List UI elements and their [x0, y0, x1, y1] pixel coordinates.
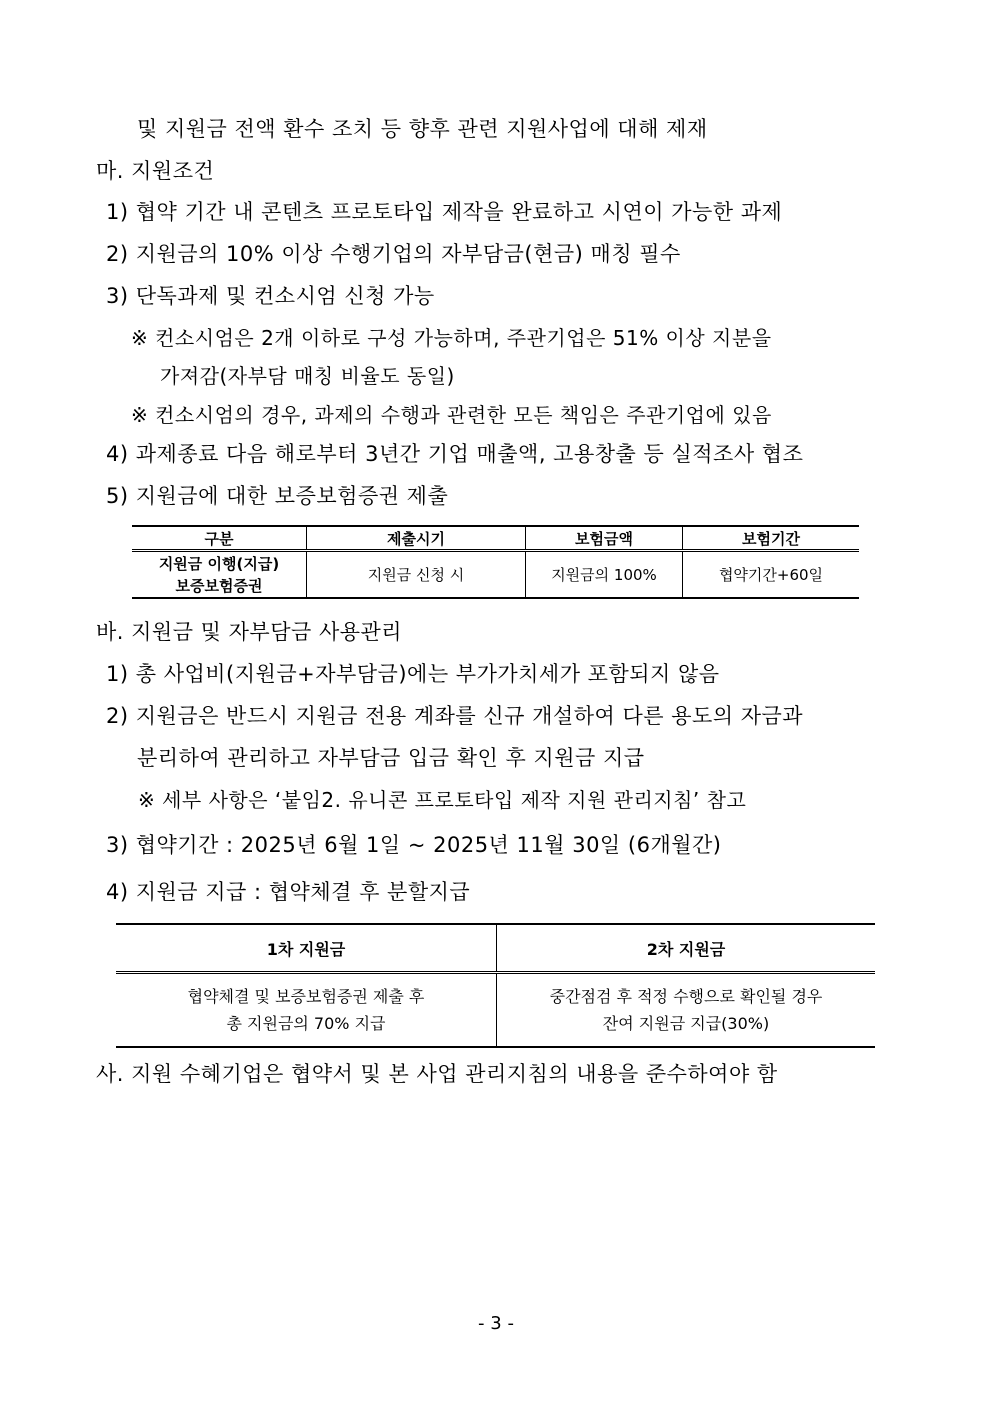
payment-table	[116, 923, 875, 1048]
table-row	[116, 973, 875, 1048]
table-header: 제출시기	[307, 526, 526, 551]
note-consortium-1: ※ 컨소시엄은 2개 이하로 구성 가능하며, 주관기업은 51% 이상 지분을	[131, 326, 772, 350]
insurance-table	[132, 525, 859, 599]
table-cell: 지원금 이행(지급) 보증보험증권	[132, 551, 307, 599]
section-heading-ba: 바. 지원금 및 자부담금 사용관리	[96, 620, 403, 644]
table-header: 구분	[132, 526, 307, 551]
table-cell: 중간점검 후 적정 수행으로 확인될 경우 잔여 지원금 지급(30%)	[497, 973, 876, 1048]
note-consortium-1-cont: 가져감(자부담 매칭 비율도 동일)	[160, 364, 455, 388]
usage-item-4: 4) 지원금 지급 : 협약체결 후 분할지급	[106, 880, 471, 904]
usage-item-2-cont: 분리하여 관리하고 자부담금 입금 확인 후 지원금 지급	[137, 746, 645, 770]
condition-item-1: 1) 협약 기간 내 콘텐츠 프로토타입 제작을 완료하고 시연이 가능한 과제	[106, 200, 783, 224]
usage-item-2: 2) 지원금은 반드시 지원금 전용 계좌를 신규 개설하여 다른 용도의 자금과	[106, 704, 804, 728]
page-number: - 3 -	[478, 1313, 514, 1334]
table-header: 1차 지원금	[116, 924, 497, 973]
condition-item-4: 4) 과제종료 다음 해로부터 3년간 기업 매출액, 고용창출 등 실적조사 협조	[106, 442, 804, 466]
table-cell: 지원금의 100%	[526, 551, 683, 599]
table-header: 2차 지원금	[497, 924, 876, 973]
table-cell: 지원금 신청 시	[307, 551, 526, 599]
note-guideline: ※ 세부 사항은 ‘붙임2. 유니콘 프로토타입 제작 지원 관리지침’ 참고	[138, 788, 747, 812]
condition-item-5: 5) 지원금에 대한 보증보험증권 제출	[106, 484, 449, 508]
condition-item-2: 2) 지원금의 10% 이상 수행기업의 자부담금(현금) 매칭 필수	[106, 242, 681, 266]
table-header: 보험기간	[683, 526, 860, 551]
note-consortium-2: ※ 컨소시엄의 경우, 과제의 수행과 관련한 모든 책임은 주관기업에 있음	[131, 403, 772, 427]
text-line-continuation: 및 지원금 전액 환수 조치 등 향후 관련 지원사업에 대해 제재	[137, 117, 708, 141]
table-cell: 협약체결 및 보증보험증권 제출 후 총 지원금의 70% 지급	[116, 973, 497, 1048]
table-cell: 협약기간+60일	[683, 551, 860, 599]
section-heading-ma: 마. 지원조건	[96, 159, 215, 183]
section-heading-sa: 사. 지원 수혜기업은 협약서 및 본 사업 관리지침의 내용을 준수하여야 함	[96, 1062, 778, 1086]
table-header: 보험금액	[526, 526, 683, 551]
usage-item-1: 1) 총 사업비(지원금+자부담금)에는 부가가치세가 포함되지 않음	[106, 662, 720, 686]
usage-item-3: 3) 협약기간 : 2025년 6월 1일 ~ 2025년 11월 30일 (6개월간)	[106, 833, 722, 857]
condition-item-3: 3) 단독과제 및 컨소시엄 신청 가능	[106, 284, 435, 308]
table-row	[132, 551, 859, 599]
